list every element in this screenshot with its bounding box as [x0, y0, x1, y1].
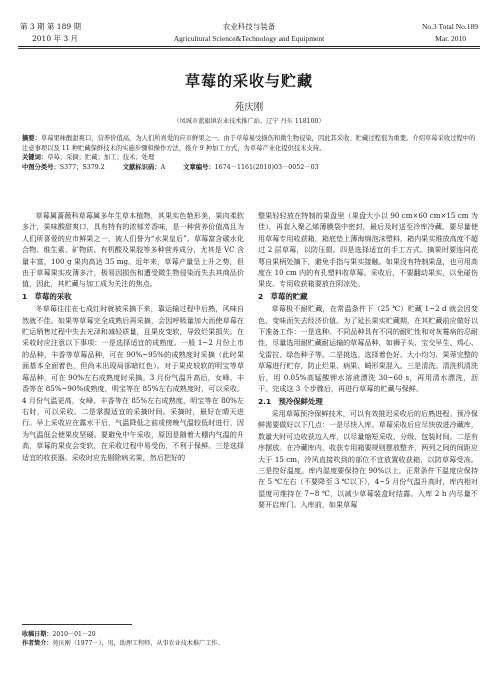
header-rule	[18, 46, 480, 47]
author-bio	[22, 639, 244, 648]
header-rule-thin	[18, 48, 480, 49]
received-date	[22, 630, 244, 639]
section-2-heading: 2 草莓的贮藏	[258, 291, 308, 301]
intro-paragraph: 草莓属蔷薇科草莓属多年生草本植物，其果实色艳形美，果肉柔软多汁，果味酸甜爽口，具有特有的浓郁芳香味，是一种营养价值高且为人们所喜爱的应市鲜果之一，被人们誉为“水果皇后”。草莓富含碳水化合物、维生素、矿物质、有机酸及果胶等多种营养成分，尤其是 VC 含量丰富，100 g 果肉高达 35 mg。近年来，草莓产量呈上升之势，但由于草莓果实皮薄多汁，极易因损伤和遭受微生物侵染而失去其商品价值，因此，其贮藏与加工成为关注的焦点。	[22, 211, 244, 289]
date-en: Mar. 2010	[435, 34, 466, 43]
journal-name-en: Agricultural Science&Technology and Equipment	[173, 34, 325, 43]
abstract-label: 摘要：	[22, 135, 41, 142]
section-1-paragraph: 冬草莓往往在七成红时就被采摘下来，靠运输过程中后熟，风味自然就不佳。如果等草莓完全成熟后再采摘，会因呼吸量加大而使草莓在贮运销售过程中失去光泽和减轻质量，且果皮变软，导致烂果损失。在采收时应注意以下事项：一是选择适宜的成熟度。一般 1~2 月份上市的品种，丰香等草莓品种，可在 90%~95%的成熟度时采摘（此时果面基本全面着色，但尚未出现局部暗红色）。对于果皮较软的明宝等草莓品种，可在 90%左右成熟度时采摘。3 月份气温升高后，女峰、丰香等在 85%~90%成熟度，明宝等在 85%左右成熟度时，可以采收。4 月份气温更高，女峰、丰香等在 85%左右成熟度，明宝等在 80%左右时，可以采收。二是掌握适宜的采摘时间。采摘时，最好在晴天进行。早上采收应在露水干后，气温降低之前或傍晚气温较低时进行，因为气温低会使果皮坚硬。要避免中午采收，原因是随着大棚内气温的升高，草莓的果皮会变软，在采收过程中易受伤，不利于保鲜。三是选择适宜的收获器。采收时应先剔除病劣果，然后把好的	[22, 304, 244, 462]
number-en: No.3 Total No.189	[421, 22, 478, 31]
clc-value: S377；S379.2	[59, 163, 105, 171]
keywords-label: 关键词：	[22, 154, 48, 162]
right-column	[258, 210, 478, 511]
keywords	[22, 153, 478, 163]
classification-line	[22, 163, 478, 173]
journal-name-cn: 农业科技与装备	[222, 22, 276, 31]
doc-code-label: 文献标识码：	[122, 163, 161, 171]
abstract	[22, 134, 478, 153]
date-cn: 2010 年 3 月	[32, 34, 79, 43]
received-value: 2010－01－20	[52, 631, 96, 638]
footnote-rule	[22, 624, 132, 625]
article-title: 草莓的采收与贮藏	[184, 72, 313, 90]
left-column	[22, 210, 244, 463]
abstract-block	[22, 134, 478, 172]
section-1-heading: 1 草莓的采收	[22, 291, 72, 301]
article-author: 苑庆刚	[234, 102, 264, 113]
keywords-text: 草莓；采摘；贮藏；加工；技术；处理	[47, 154, 155, 162]
footnote	[22, 630, 244, 648]
subsection-2-1-heading: 2.1 预冷保鲜处理	[258, 396, 323, 406]
section-2-paragraph: 草莓极不耐贮藏，在常温条件下（25 ℃）贮藏 1~2 d 就会因变色、变味而失去经济价值。为了延长果实贮藏期，在其贮藏前应做好以下准备工作：一是选种。不同品种具有不同的耐贮性和对灰霉病的忍耐性，尽量选用耐贮藏耐运输的草莓品种，如狮子头、宝交早生、鸡心、戈雷拉、绿色种子等。二是挑选。选择着色好、大小均匀、果蒂完整的草莓进行贮存，防止烂果、病果、畸形果混入。三是清洗。清洗机清洗后，用 0.05%高锰酸钾水溶液漂洗 30~60 s，再用清水漂洗，沥干。完成这 3 个步骤后，再进行草莓的贮藏与保鲜。	[258, 304, 478, 394]
abstract-text: 草莓果味酸甜爽口，营养价值高，为人们所喜爱的应市鲜果之一。由于草莓易受损伤和微生物侵染，因此其采收、贮藏过程很为重要。介绍草莓采收过程中的注意事项以及 11 种贮藏保鲜技术的实施步骤和操作方法，推介 9 种加工方式，为草莓产业化提供技术支持。	[22, 135, 476, 152]
issue-number: 第 3 期 第 189 期	[20, 22, 82, 31]
article-no-label: 文章编号：	[183, 163, 215, 171]
received-label: 收稿日期：	[22, 631, 53, 638]
author-bio-label: 作者简介：	[22, 640, 53, 647]
author-bio-text: 苑庆刚（1977－），男，助理工程师，从事农业技术推广工作。	[52, 640, 224, 647]
article-no-value: 1674－1161(2010)03－0052－03	[214, 163, 319, 171]
clc-label: 中图分类号：	[22, 163, 60, 171]
subsection-2-1-paragraph: 采用草莓预冷保鲜技术，可以有效推迟采收后的后熟进程。预冷保鲜需要做好以下几点：一是尽快入库。草莓采收后应尽快放进冷藏库，数量大时可边收获边入库，以尽量缩短采收、分级、包装时间。二是有序摆放。在冷藏库内，收获专用箱要规则摆放整齐，两列之间的间距应大于 15 cm，冷风直接吹到的部位不宜放置收获箱，以防草莓受冻。三是控好温度。库内湿度要保持在 90%以上，正常条件下温度应保持在 5 ℃左右（不要降至 3 ℃以下），4~5 月份气温升高时，库内相对湿度可维持在 7~8 ℃，以减少草莓装盒时结露。入库 2 h 内尽量不要开启库门。入库前，如果草莓	[258, 408, 478, 510]
right-continuation-paragraph: 整果轻轻放在特制的果盘里（果盘大小以 90 cm×60 cm×15 cm 为佳），再套入聚乙烯薄膜袋中密封，最后及时送至冷库冷藏。要尽量使用草莓专用收获箱，箱底垫上薄海绵泡沫塑料，箱内果实堆放高度不超过 2 层草莓，以防压损。四是选择适宜的手工方式。摘果时要连同花萼自果柄处摘下，避免手指与果实接触。如果没有特制果盘，也可用高度在 10 cm 内的有孔塑料收草莓。采收后，不要翻动果实，以免碰伤果皮。专用收获箱要放在阴凉处。	[258, 211, 478, 289]
article-affiliation: （凤城市蓝旗镇农业技术推广站，辽宁 丹东 118100）	[173, 118, 325, 125]
doc-code-value: A	[160, 163, 166, 171]
